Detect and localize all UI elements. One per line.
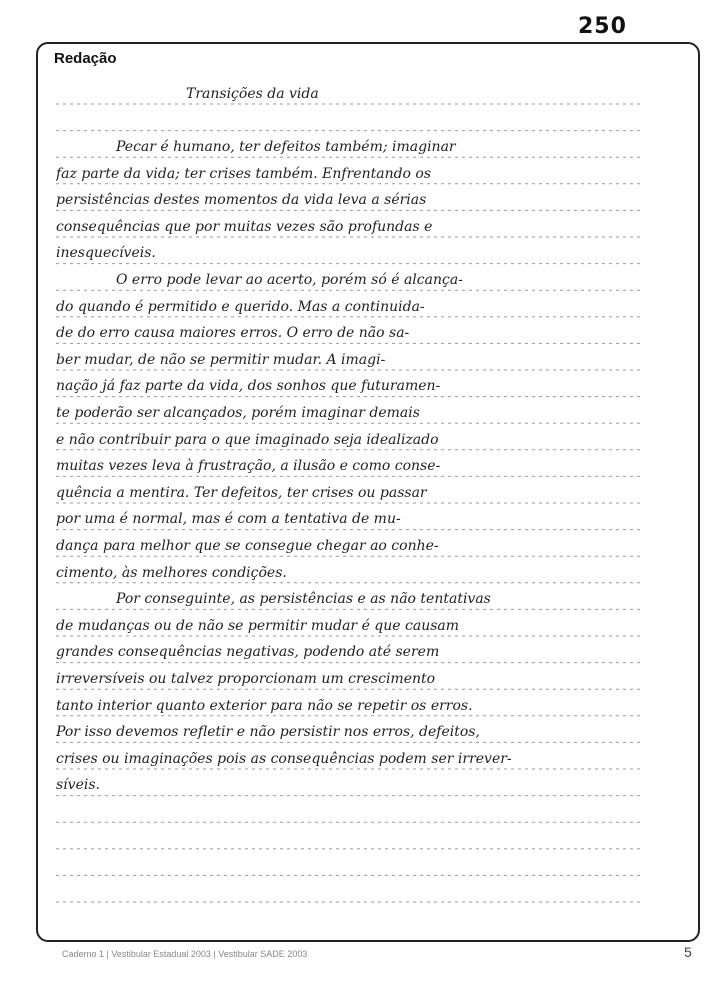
essay-line: e não contribuir para o que imaginado seja idealizado — [56, 431, 439, 448]
essay-line: do quando é permitido e querido. Mas a continuida- — [56, 298, 425, 315]
essay-title: Transições da vida — [186, 86, 319, 102]
essay-line: inesquecíveis. — [56, 245, 156, 262]
essay-line: O erro pode levar ao acerto, porém só é alcança- — [116, 272, 463, 288]
essay-line: por uma é normal, mas é com a tentativa de mu- — [56, 511, 401, 528]
essay-line: crises ou imaginações pois as consequências podem ser irrever- — [56, 750, 512, 767]
footer-text: Caderno 1 | Vestibular Estadual 2003 | Vestibular SADE 2003 — [62, 949, 308, 959]
essay-line: tanto interior quanto exterior para não se repetir os erros. — [56, 697, 473, 714]
essay-line: te poderão ser alcançados, porém imaginar demais — [56, 405, 420, 421]
essay-line: nação já faz parte da vida, dos sonhos que futuramen- — [56, 378, 441, 395]
essay-line: irreversíveis ou talvez proporcionam um crescimento — [56, 671, 436, 687]
essay-line: faz parte da vida; ter crises também. Enfrentando os — [56, 165, 432, 182]
essay-line: Por isso devemos refletir e não persistir nos erros, defeitos, — [56, 724, 480, 741]
essay-line: consequências que por muitas vezes são profundas e — [56, 218, 433, 235]
essay-line: muitas vezes leva à frustração, a ilusão e como conse- — [56, 458, 441, 475]
essay-line: Por conseguinte, as persistências e as não tentativas — [116, 591, 491, 608]
page-number-top: 250 — [578, 14, 627, 39]
essay-line: ber mudar, de não se permitir mudar. A imagi- — [56, 351, 386, 368]
essay-line: síveis. — [56, 777, 100, 794]
essay-line: persistências destes momentos da vida leva a sérias — [56, 192, 427, 209]
essay-line: grandes consequências negativas, podendo até serem — [56, 644, 440, 661]
section-title: Redação — [54, 50, 117, 67]
essay-line: Pecar é humano, ter defeitos também; imaginar — [116, 139, 456, 155]
essay-line: de mudanças ou de não se permitir mudar é que causam — [56, 617, 460, 634]
page-number-bottom: 5 — [684, 944, 692, 960]
essay-line: de do erro causa maiores erros. O erro de não sa- — [56, 325, 410, 342]
essay-line: cimento, às melhores condições. — [56, 564, 287, 581]
essay-line: quência a mentira. Ter defeitos, ter crises ou passar — [56, 484, 427, 501]
essay-line: dança para melhor que se consegue chegar ao conhe- — [56, 538, 439, 554]
